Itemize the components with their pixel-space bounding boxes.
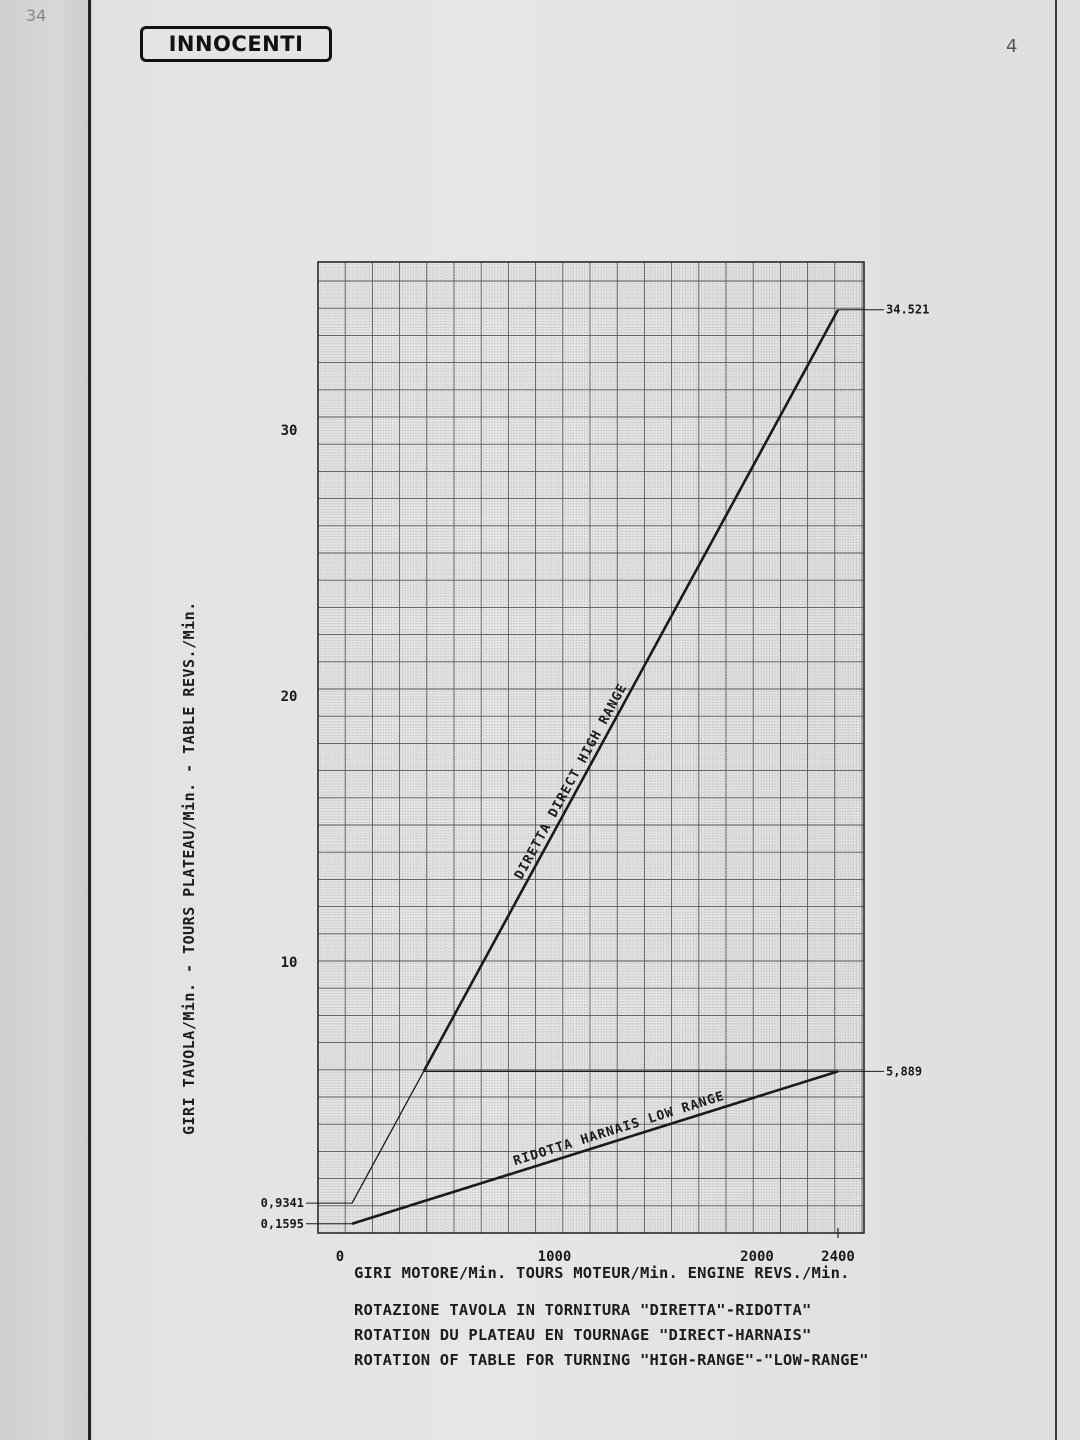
chart-title-line-3: ROTATION OF TABLE FOR TURNING "HIGH-RANGE"-"LOW-RANGE": [354, 1351, 869, 1369]
x-tick-label: 1000: [537, 1249, 572, 1265]
series-low-range-label: RIDOTTA HARNAIS LOW RANGE: [511, 1088, 727, 1170]
page-number: 4: [1006, 36, 1018, 57]
series-high-range-label: DIRETTA DIRECT HIGH RANGE: [512, 681, 631, 883]
x-tick-label: 2000: [740, 1249, 774, 1265]
y-tick-label: 10: [280, 955, 298, 971]
high-range-end-value: 34.521: [886, 302, 930, 317]
series-high-range-line: [352, 1071, 424, 1203]
chart-title-line-1: ROTAZIONE TAVOLA IN TORNITURA "DIRETTA"-RIDOTTA": [354, 1301, 812, 1319]
y-tick-labels: [281, 423, 298, 971]
chart-title-line-2: ROTATION DU PLATEAU EN TOURNAGE "DIRECT-HARNAIS": [354, 1326, 812, 1344]
low-range-end-value: 5,889: [886, 1064, 923, 1079]
y-axis-title: GIRI TAVOLA/Min. - TOURS PLATEAU/Min. - TABLE REVS./Min.: [180, 601, 198, 1135]
innocenti-logo: INNOCENTI: [140, 26, 332, 62]
y-tick-label: 20: [280, 689, 298, 705]
x-tick-label: 0: [335, 1249, 345, 1265]
y-tick-label: 30: [280, 423, 298, 439]
left-page-number: 34: [26, 6, 47, 25]
x-tick-label: 2400: [821, 1249, 855, 1265]
high-range-start-value: 0,9341: [260, 1196, 304, 1211]
x-axis-title: GIRI MOTORE/Min. TOURS MOTEUR/Min. ENGINE REVS./Min.: [354, 1264, 850, 1282]
low-range-start-value: 0,1595: [260, 1216, 304, 1231]
